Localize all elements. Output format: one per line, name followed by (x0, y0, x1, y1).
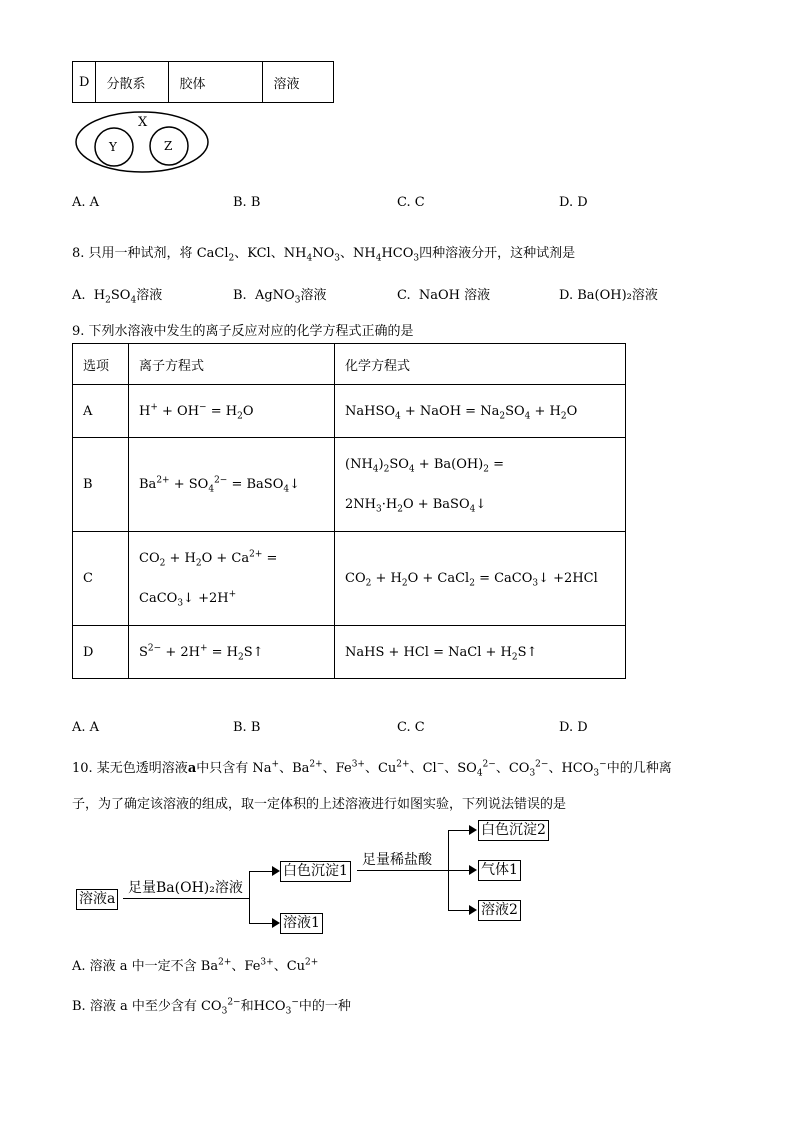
flow-box-white-precipitate-2: 白色沉淀2 (478, 820, 549, 841)
flow-box-solution-1: 溶液1 (280, 913, 323, 934)
flow-line-to-gas1 (448, 870, 470, 871)
venn-label-y: Y (109, 140, 117, 154)
q8-stem: 8. 只用一种试剂，将 CaCl$_2$、KCl、$NH_4NO_3$、$NH_4HCO_3$四种溶液分开，这种试剂是 (72, 246, 576, 264)
q8-option-d[interactable]: D. Ba(OH)₂溶液 (559, 288, 658, 303)
q9-row-a-chemical: NaHSO$_4$ + NaOH = $Na_2SO_4 + H_2O$ (335, 385, 626, 438)
q8-option-b[interactable]: B. AgNO$_3$溶液 (233, 288, 327, 306)
row-letter: D (73, 62, 96, 103)
q10-option-b[interactable]: B. 溶液 a 中至少含有 $CO_3^{2-}$和$HCO_3^-$中的一种 (72, 997, 351, 1017)
q9-row-a-label: A (73, 385, 129, 438)
q9-option-c[interactable]: C. C (397, 720, 425, 735)
flow-arrow-sol1 (272, 918, 280, 928)
cell-dispersion-system: 分散系 (96, 62, 169, 103)
q9-header-option: 选项 (73, 344, 129, 385)
q9-option-d[interactable]: D. D (559, 720, 588, 735)
flow-box-gas-1: 气体1 (478, 860, 521, 881)
q7-option-c[interactable]: C. C (397, 195, 425, 210)
q7-option-a[interactable]: A. A (72, 195, 100, 210)
q9-row-a-ionic: $H^+ + OH^- = H_2O$ (129, 385, 335, 438)
q9-row-c-chemical: $CO_2 + H_2O$ + CaCl$_2$ = CaCO$_3$↓ +2HCl (335, 532, 626, 626)
flow-line-to-precip1 (249, 871, 273, 872)
flow-arrow-precip1 (272, 866, 280, 876)
q9-row-b-label: B (73, 438, 129, 532)
q10-stem-line2: 子，为了确定该溶液的组成，取一定体积的上述溶液进行如图实验，下列说法错误的是 (72, 797, 567, 812)
venn-label-z: Z (164, 139, 173, 153)
flow-reagent-hcl: 足量稀盐酸 (362, 852, 432, 868)
flow-line-split1-vertical (249, 871, 250, 924)
q9-row-b-ionic: $Ba^{2+} + SO_4^{2-}$ = BaSO$_4$↓ (129, 438, 335, 532)
flow-box-solution-2: 溶液2 (478, 900, 521, 921)
flow-box-white-precipitate-1: 白色沉淀1 (280, 861, 351, 882)
flow-line-hcl (357, 870, 448, 871)
flow-box-solution-a: 溶液a (76, 889, 118, 910)
q9-row-d-ionic: $S^{2-} + 2H^+$ = $H_2S↑$ (129, 626, 335, 679)
q10-option-a[interactable]: A. 溶液 a 中一定不含 $Ba^{2+}$、$Fe^{3+}$、$Cu^{2+}$ (72, 957, 319, 974)
q8-option-c[interactable]: C. NaOH 溶液 (397, 288, 491, 303)
q7-option-d[interactable]: D. D (559, 195, 588, 210)
venn-label-x: X (138, 115, 148, 130)
cell-colloid: 胶体 (169, 62, 263, 103)
flow-arrow-gas1 (469, 865, 477, 875)
q9-row-b-chemical: $(NH_4)_2SO_4 + Ba(OH)_2$ = $2NH_3\cdot H_2O$ + BaSO$_4$↓ (335, 438, 626, 532)
q9-stem: 9. 下列水溶液中发生的离子反应对应的化学方程式正确的是 (72, 324, 414, 339)
q10-stem-line1: 10. 某无色透明溶液a中只含有 Na+、$Ba^{2+}$、$Fe^{3+}$、$Cu^{2+}$、Cl−、$SO_4^{2-}$、$CO_3^{2-}$、$HCO_3^-$中的几种离 (72, 759, 672, 779)
q8-option-a[interactable]: A. $H_2SO_4$溶液 (72, 288, 163, 306)
q9-row-c-ionic: $CO_2 + H_2O + Ca^{2+}$ = CaCO$_3$↓ +2H+ (129, 532, 335, 626)
flow-reagent-baoh2: 足量Ba(OH)₂溶液 (128, 880, 243, 896)
flow-line-to-precip2 (448, 830, 470, 831)
q9-row-c-label: C (73, 532, 129, 626)
flow-line-to-sol2 (448, 910, 470, 911)
flow-arrow-precip2 (469, 825, 477, 835)
q9-header-chemical: 化学方程式 (335, 344, 626, 385)
q9-option-a[interactable]: A. A (72, 720, 100, 735)
q9-option-b[interactable]: B. B (233, 720, 261, 735)
classification-table-row-d (72, 61, 334, 103)
q9-row-d-chemical: NaHS + HCl = NaCl + $H_2S↑$ (335, 626, 626, 679)
cell-solution: 溶液 (263, 62, 334, 103)
flow-line-main (123, 898, 249, 899)
flow-arrow-sol2 (469, 905, 477, 915)
q9-row-d-label: D (73, 626, 129, 679)
q9-table (72, 343, 626, 679)
q7-option-b[interactable]: B. B (233, 195, 261, 210)
flow-line-to-sol1 (249, 923, 273, 924)
q9-header-ionic: 离子方程式 (129, 344, 335, 385)
